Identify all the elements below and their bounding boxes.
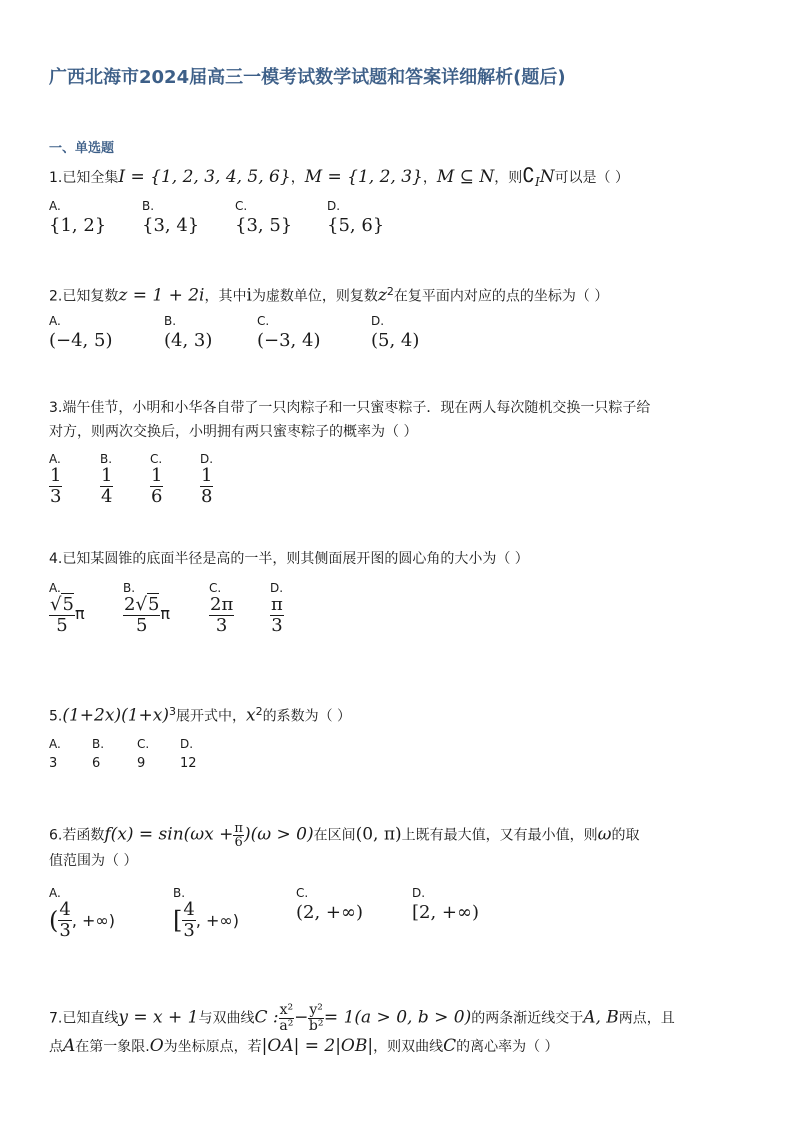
option-a[interactable]: A. $\frac{1}{3}$ bbox=[49, 452, 62, 507]
option-b[interactable]: B. [ $\frac{4}{3}$ , +∞) bbox=[173, 886, 239, 941]
option-d[interactable]: D. [2, +∞) bbox=[412, 886, 480, 923]
option-b[interactable]: B. 6 bbox=[92, 737, 105, 771]
option-c[interactable]: C. {3, 5} bbox=[235, 199, 293, 236]
option-a[interactable]: A. ( $\frac{4}{3}$ , +∞) bbox=[49, 886, 115, 941]
option-c[interactable]: C. $\frac{1}{6}$ bbox=[150, 452, 163, 507]
question-6: 6.若函数f(x) = sin(ωx + $\frac{\pi}{6}$ )(ω > 0)在区间(0, π)上既有最大值，又有最小值，则ω的取 值范围为（ ） bbox=[49, 821, 640, 869]
option-a[interactable]: A. (−4, 5) bbox=[49, 314, 113, 351]
option-a[interactable]: A. $\frac{√5}{5}$ π bbox=[49, 581, 85, 636]
set-m: M = {1, 2, 3} bbox=[304, 167, 423, 187]
option-b[interactable]: B. $\frac{2√5}{5}$ π bbox=[123, 581, 171, 636]
question-4: 4.已知某圆锥的底面半径是高的一半，则其侧面展开图的圆心角的大小为（ ） bbox=[49, 551, 529, 567]
subset-relation: M ⊆ N bbox=[436, 167, 495, 187]
option-d[interactable]: D. (5, 4) bbox=[371, 314, 420, 351]
question-3: 3.端午佳节，小明和小华各自带了一只肉粽子和一只蜜枣粽子．现在两人每次随机交换一只粽子给 对方，则两次交换后，小明拥有两只蜜枣粽子的概率为（ ） bbox=[49, 400, 651, 440]
question-7: 7.已知直线y = x + 1与双曲线C : $\frac{\text{x²}}{\text{a²}}$ − $\frac{\text{y²}}{\text{b²}}$ = 1(a > 0, b > 0)的两条渐近线交于A, B两点，且 点A在第一象限.O为坐标原点，若|OA| = 2|OB|，则双曲线C的离心率为（ ） bbox=[49, 1002, 675, 1056]
option-d[interactable]: D. $\frac{\pi}{3}$ bbox=[270, 581, 284, 636]
page-title: 广西北海市2024届高三一模考试数学试题和答案详细解析(题后) bbox=[49, 67, 566, 88]
option-b[interactable]: B. {3, 4} bbox=[142, 199, 200, 236]
question-1: 1.已知全集I = {1, 2, 3, 4, 5, 6}，M = {1, 2, 3}，M ⊆ N，则$∁_IN$可以是（ ） bbox=[49, 163, 630, 189]
set-i: I = {1, 2, 3, 4, 5, 6} bbox=[118, 167, 291, 187]
option-c[interactable]: C. $\frac{2\pi}{3}$ bbox=[209, 581, 234, 636]
option-d[interactable]: D. {5, 6} bbox=[327, 199, 385, 236]
question-2: 2.已知复数z = 1 + 2i，其中i为虚数单位，则复数$z^2$在复平面内对应的点的坐标为（ ） bbox=[49, 285, 609, 306]
option-b[interactable]: B. (4, 3) bbox=[164, 314, 213, 351]
option-a[interactable]: A. {1, 2} bbox=[49, 199, 107, 236]
option-a[interactable]: A. 3 bbox=[49, 737, 61, 771]
option-d[interactable]: D. $\frac{1}{8}$ bbox=[200, 452, 214, 507]
option-b[interactable]: B. $\frac{1}{4}$ bbox=[100, 452, 113, 507]
option-c[interactable]: C. (2, +∞) bbox=[296, 886, 364, 923]
question-5: $5.(1+2x)(1+x)^3$展开式中，$x^2$的系数为（ ） bbox=[49, 705, 352, 726]
section-heading: 一、单选题 bbox=[49, 141, 115, 156]
option-c[interactable]: C. (−3, 4) bbox=[257, 314, 321, 351]
option-d[interactable]: D. 12 bbox=[180, 737, 197, 771]
option-c[interactable]: C. 9 bbox=[137, 737, 150, 771]
complement-symbol: ∁ bbox=[522, 163, 535, 187]
